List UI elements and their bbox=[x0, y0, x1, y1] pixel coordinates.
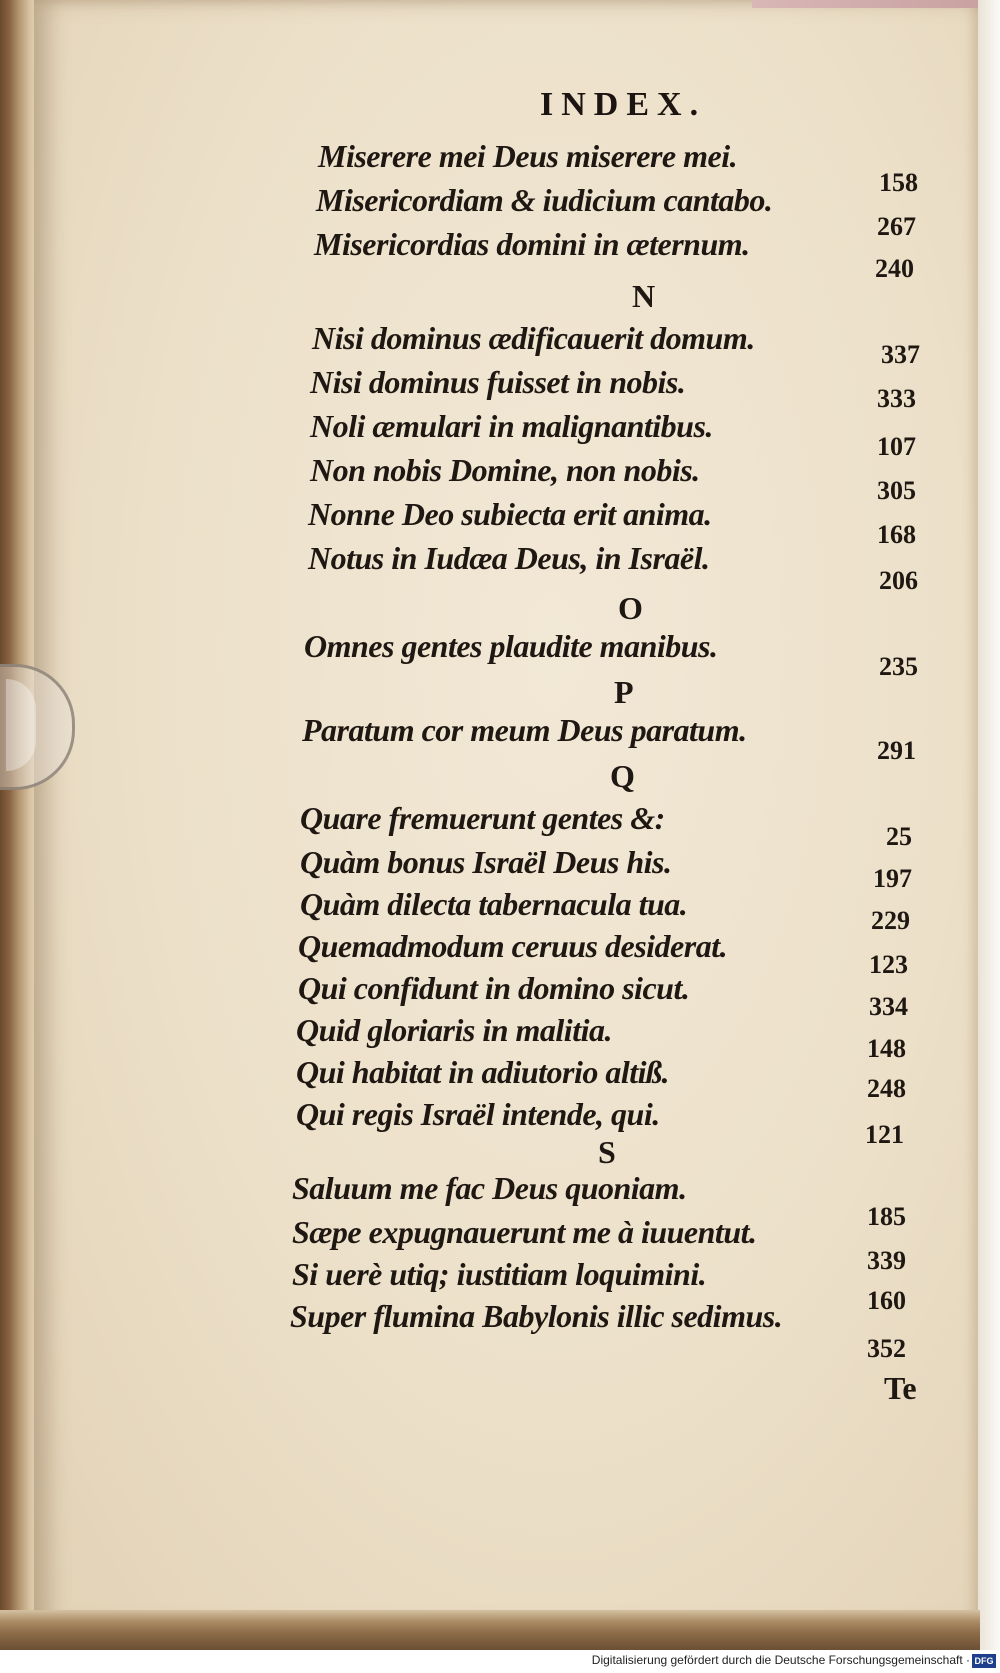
index-entry bbox=[310, 408, 916, 461]
entry-page: 148 bbox=[867, 1034, 906, 1063]
entry-title: Qui regis Israël intende, qui. bbox=[296, 1096, 660, 1132]
entry-page: 337 bbox=[881, 340, 920, 369]
entry-title: Quid gloriaris in malitia. bbox=[296, 1012, 612, 1048]
index-entry bbox=[314, 226, 914, 283]
entry-title: Noli æmulari in malignantibus. bbox=[310, 408, 713, 444]
entry-page: 334 bbox=[869, 992, 908, 1021]
index-entry bbox=[318, 138, 918, 197]
entry-page: 240 bbox=[875, 254, 914, 283]
entry-page: 352 bbox=[867, 1334, 906, 1363]
index-entry bbox=[312, 320, 920, 369]
section-letter-q: Q bbox=[610, 758, 635, 794]
index-entry bbox=[308, 496, 916, 549]
book-bottom-edge bbox=[0, 1610, 980, 1650]
entry-page: 185 bbox=[867, 1202, 906, 1231]
entry-page: 123 bbox=[869, 950, 908, 979]
entry-page: 206 bbox=[879, 566, 918, 595]
clip-shine bbox=[6, 679, 36, 771]
entry-title: Nonne Deo subiecta erit anima. bbox=[308, 496, 712, 532]
entry-title: Si uerè utiq; iustitiam loquimini. bbox=[292, 1256, 707, 1292]
entry-title: Qui confidunt in domino sicut. bbox=[298, 970, 690, 1006]
index-entry bbox=[300, 800, 912, 851]
index-entry bbox=[300, 886, 910, 935]
index-entry bbox=[298, 928, 908, 979]
entry-page: 160 bbox=[867, 1286, 906, 1315]
section-letter-s: S bbox=[598, 1134, 616, 1170]
entry-title: Nisi dominus ædificauerit domum. bbox=[312, 320, 755, 356]
index-entry bbox=[296, 1012, 906, 1063]
entry-title: Nisi dominus fuisset in nobis. bbox=[310, 364, 686, 400]
entry-page: 248 bbox=[867, 1074, 906, 1103]
entry-page: 267 bbox=[877, 212, 916, 241]
entry-title: Saluum me fac Deus quoniam. bbox=[292, 1170, 687, 1206]
scan-right-margin bbox=[978, 0, 1000, 1650]
page-header: INDEX. bbox=[540, 86, 707, 123]
index-entry bbox=[298, 970, 908, 1021]
index-entry bbox=[302, 712, 916, 765]
entry-title: Miserere mei Deus miserere mei. bbox=[318, 138, 738, 174]
entry-page: 229 bbox=[871, 906, 910, 935]
entry-title: Non nobis Domine, non nobis. bbox=[310, 452, 700, 488]
entry-title: Quàm dilecta tabernacula tua. bbox=[300, 886, 688, 922]
entry-title: Notus in Iudæa Deus, in Israël. bbox=[308, 540, 710, 576]
index-entry bbox=[304, 628, 918, 681]
entry-page: 168 bbox=[877, 520, 916, 549]
entry-page: 333 bbox=[877, 384, 916, 413]
footer-bar bbox=[0, 1650, 1000, 1673]
entry-title: Sæpe expugnauerunt me à iuuentut. bbox=[292, 1214, 757, 1250]
entry-title: Misericordiam & iudicium cantabo. bbox=[316, 182, 773, 218]
entry-title: Quàm bonus Israël Deus his. bbox=[300, 844, 672, 880]
entry-page: 158 bbox=[879, 168, 918, 197]
index-entry bbox=[316, 182, 916, 241]
page-top-edge bbox=[752, 0, 980, 8]
entry-title: Paratum cor meum Deus paratum. bbox=[302, 712, 747, 748]
entry-title: Quemadmodum ceruus desiderat. bbox=[298, 928, 728, 964]
funding-notice: Digitalisierung gefördert durch die Deutsche Forschungsgemeinschaft · bbox=[591, 1653, 970, 1667]
entry-page: 235 bbox=[879, 652, 918, 681]
index-entry bbox=[300, 844, 912, 893]
section-letter-o: O bbox=[618, 590, 643, 626]
index-entry bbox=[296, 1054, 906, 1103]
catchword: Te bbox=[884, 1370, 917, 1406]
index-entry bbox=[308, 540, 918, 595]
index-entry bbox=[292, 1256, 906, 1315]
entry-page: 305 bbox=[877, 476, 916, 505]
entry-page: 291 bbox=[877, 736, 916, 765]
index-entry bbox=[310, 364, 916, 413]
entry-page: 197 bbox=[873, 864, 912, 893]
entry-title: Misericordias domini in æternum. bbox=[314, 226, 750, 262]
section-letter-p: P bbox=[614, 674, 634, 710]
entry-title: Qui habitat in adiutorio altiß. bbox=[296, 1054, 670, 1090]
dfg-logo: DFG bbox=[972, 1654, 996, 1668]
section-letter-n: N bbox=[632, 278, 656, 314]
entry-page: 121 bbox=[865, 1120, 904, 1149]
entry-page: 25 bbox=[886, 822, 912, 851]
entry-page: 339 bbox=[867, 1246, 906, 1275]
entry-title: Super flumina Babylonis illic sedimus. bbox=[290, 1298, 783, 1334]
index-entry bbox=[310, 452, 916, 505]
index-entry bbox=[292, 1170, 906, 1231]
index-entry bbox=[290, 1298, 906, 1363]
entry-title: Omnes gentes plaudite manibus. bbox=[304, 628, 718, 664]
index-entry bbox=[296, 1096, 904, 1149]
entry-page: 107 bbox=[877, 432, 916, 461]
entry-title: Quare fremuerunt gentes &: bbox=[300, 800, 665, 836]
